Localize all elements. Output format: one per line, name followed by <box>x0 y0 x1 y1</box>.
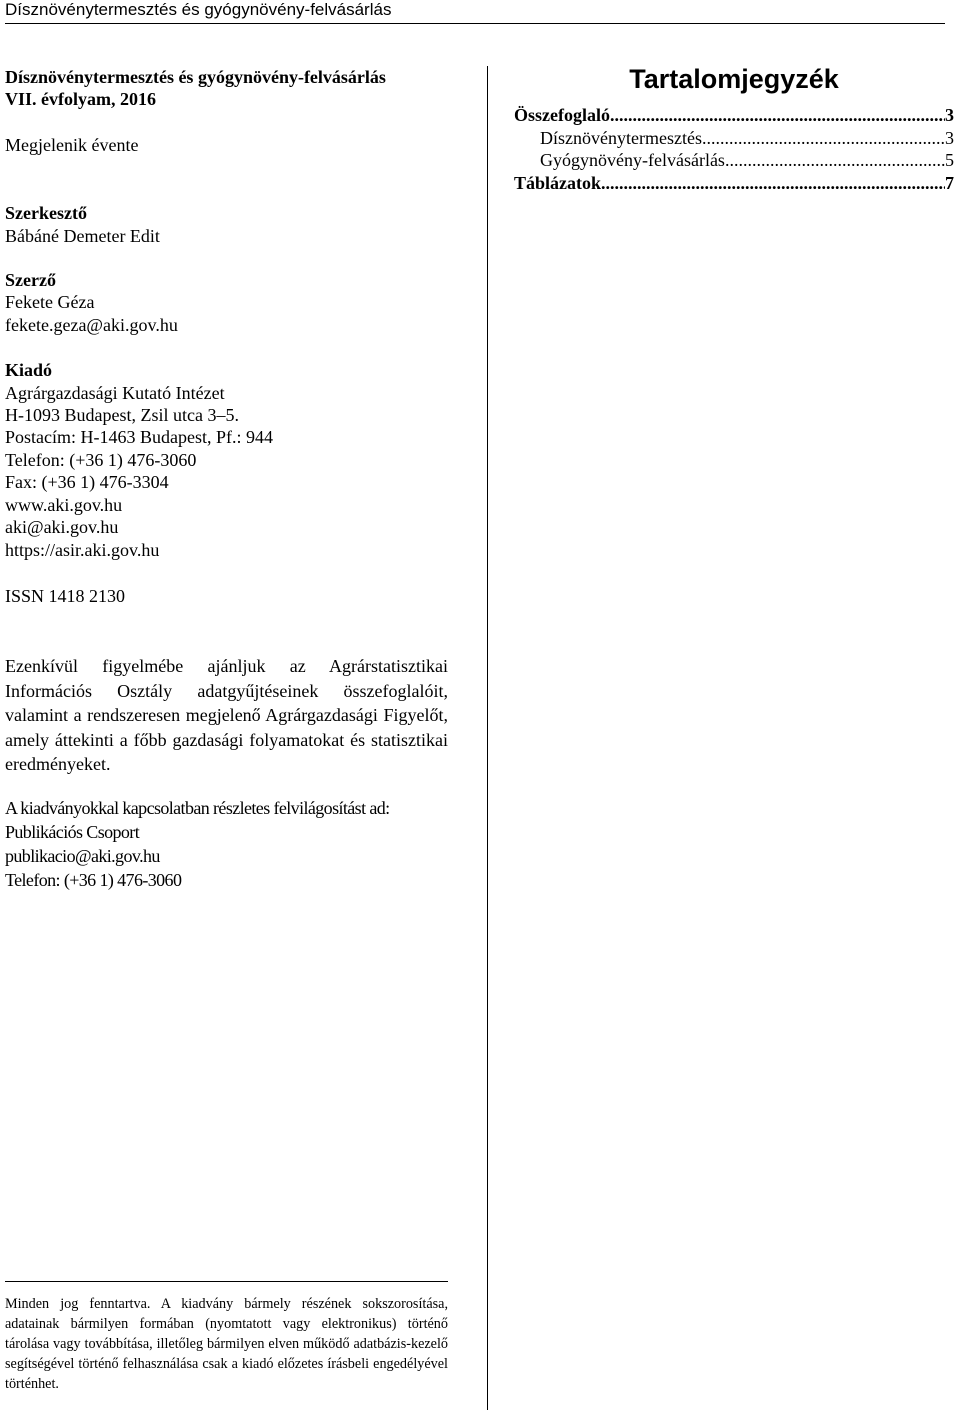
author-name: Fekete Géza <box>5 292 95 313</box>
toc-entry-page: 3 <box>945 105 954 125</box>
toc-entry-label: Gyógynövény-felvásárlás <box>540 150 725 170</box>
publication-block <box>5 66 450 111</box>
publication-title: Dísznövénytermesztés és gyógynövény-felvásárlás <box>5 67 386 87</box>
toc-entry-ornamental[interactable] <box>514 127 954 150</box>
toc-leader-dots <box>601 172 945 195</box>
toc-entry-label: Dísznövénytermesztés <box>540 127 702 148</box>
contact-group: Publikációs Csoport <box>5 822 140 842</box>
contact-email[interactable]: publikacio@aki.gov.hu <box>5 846 160 866</box>
toc-entry-summary[interactable] <box>514 104 954 127</box>
toc-entry-label: Táblázatok <box>514 172 602 193</box>
issn: ISSN 1418 2130 <box>5 585 126 606</box>
column-divider <box>487 66 488 1410</box>
publisher-block <box>5 359 450 561</box>
recommendation-paragraph: Ezenkívül figyelmébe ajánljuk az Agrárstatisztikai Információs Osztály adatgyűjtéseinek összefoglalóit, valamint a rendszeresen megjelenő Agrárgazdasági Figyelőt, amely áttekinti a főbb gazdasági folyamatokat és statisztikai eredményeket. <box>5 656 448 774</box>
toc-title: Tartalomjegyzék <box>629 64 839 94</box>
toc-leader-dots <box>725 149 945 172</box>
contact-block <box>5 796 450 892</box>
publisher-fax: Fax: (+36 1) 476-3304 <box>5 472 169 493</box>
publication-volume: VII. évfolyam, 2016 <box>5 89 156 110</box>
author-label: Szerző <box>5 270 56 291</box>
table-of-contents <box>514 60 954 194</box>
toc-entry-herbs[interactable] <box>514 149 954 172</box>
author-block <box>5 269 450 336</box>
frequency-block <box>5 134 450 156</box>
toc-entry-page: 3 <box>945 127 954 148</box>
editor-label: Szerkesztő <box>5 203 87 224</box>
publisher-postal: Postacím: H-1463 Budapest, Pf.: 944 <box>5 427 273 448</box>
publisher-name: Agrárgazdasági Kutató Intézet <box>5 382 225 403</box>
masthead <box>5 66 450 607</box>
editor-block <box>5 202 450 247</box>
toc-leader-dots <box>702 127 945 150</box>
editor-name: Bábáné Demeter Edit <box>5 225 160 246</box>
contact-intro: A kiadványokkal kapcsolatban részletes felvilágosítást ad: <box>5 798 390 818</box>
publisher-phone: Telefon: (+36 1) 476-3060 <box>5 449 197 470</box>
rights-notice: Minden jog fenntartva. A kiadvány bármely részének sokszorosítása, adatainak bármilyen formában (nyomtatott vagy elektronikus) történő tárolása vagy továbbítása, illetőleg bármilyen elven működő adatbázis-kezelő segítségével történő felhasználása csak a kiadó előzetes írásbeli engedélyével történhet. <box>5 1296 448 1392</box>
running-title: Dísznövénytermesztés és gyógynövény-felvásárlás <box>5 0 392 19</box>
toc-leader-dots <box>610 104 945 127</box>
publisher-email[interactable]: aki@aki.gov.hu <box>5 517 119 538</box>
publication-frequency: Megjelenik évente <box>5 134 139 155</box>
author-email[interactable]: fekete.geza@aki.gov.hu <box>5 314 178 335</box>
publisher-label: Kiadó <box>5 360 53 381</box>
running-header <box>5 0 945 24</box>
publisher-address: H-1093 Budapest, Zsil utca 3–5. <box>5 405 239 426</box>
toc-entry-label: Összefoglaló <box>514 105 610 125</box>
contact-phone: Telefon: (+36 1) 476-3060 <box>5 870 182 890</box>
footer-rule <box>5 1281 448 1282</box>
issn-block <box>5 585 450 607</box>
publisher-asir-link[interactable]: https://asir.aki.gov.hu <box>5 539 160 560</box>
toc-entry-page: 5 <box>945 150 954 170</box>
toc-entry-tables[interactable] <box>514 172 954 195</box>
publisher-website[interactable]: www.aki.gov.hu <box>5 494 123 515</box>
toc-entry-page: 7 <box>945 172 954 193</box>
